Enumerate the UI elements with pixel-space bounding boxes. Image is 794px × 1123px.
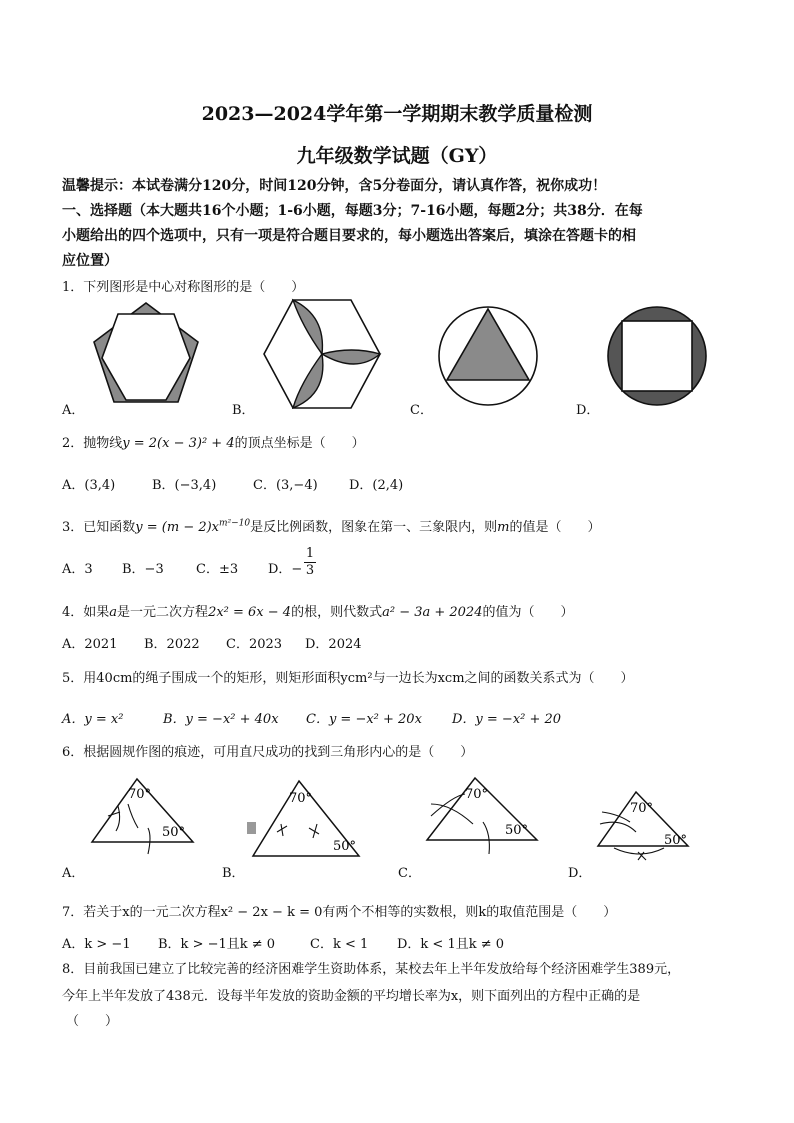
q1-figure-a <box>88 298 208 408</box>
q7-option-c: C．k < 1 <box>310 937 369 952</box>
q1-figure-b <box>262 298 382 410</box>
q3-stem-pre: 3．已知函数 <box>62 520 136 535</box>
q4-option-a: A．2021 <box>62 637 118 652</box>
q1-label-c: C． <box>410 403 433 418</box>
q3-fraction-num: 1 <box>305 546 315 561</box>
q4-option-b: B．2022 <box>144 637 200 652</box>
q6a-angle-top: 70° <box>128 787 152 802</box>
q6b-angle-top: 70° <box>289 791 313 806</box>
question-7-stem: 7．若关于x的一元二次方程x² − 2x − k = 0有两个不相等的实数根，则k的取值范围是（ ） <box>62 905 617 920</box>
q5-option-c: C．y = −x² + 20x <box>306 712 422 727</box>
q6d-angle-right: 50° <box>664 833 688 848</box>
q2-option-b: B．(−3,4) <box>152 478 217 493</box>
q2-option-c: C．(3,−4) <box>253 478 318 493</box>
question-6-stem: 6．根据圆规作图的痕迹，可用直尺成功的找到三角形内心的是（ ） <box>62 745 474 760</box>
q1-figure-d <box>605 304 709 408</box>
q3-exponent: m²−10 <box>219 518 251 529</box>
question-4-stem <box>62 601 574 620</box>
page-subtitle: 九年级数学试题（GY） <box>296 145 498 167</box>
section-heading-line3: 应位置） <box>62 253 118 269</box>
q6-figure-d <box>592 788 702 868</box>
q3-option-a: A．3 <box>62 562 93 577</box>
question-2-stem <box>62 432 365 451</box>
q2-formula: y = 2(x − 3)² + 4 <box>122 436 235 451</box>
q6-figure-b <box>247 778 367 858</box>
question-5-stem: 5．用40cm的绳子围成一个的矩形，则矩形面积ycm²与一边长为xcm之间的函数关系式为（ ） <box>62 671 634 686</box>
q2-option-d: D．(2,4) <box>349 478 404 493</box>
q6a-angle-right: 50° <box>162 825 186 840</box>
q4-expression: a² − 3a + 2024 <box>382 605 483 620</box>
q3-stem-end: 的值是（ ） <box>509 520 601 535</box>
q6-label-a: A． <box>62 866 85 881</box>
question-3-stem <box>62 516 601 535</box>
question-1-stem: 1．下列图形是中心对称图形的是（ ） <box>62 280 305 295</box>
q4-stem-post: 的值为（ ） <box>482 605 574 620</box>
q6-figure-a <box>90 776 200 856</box>
q3-fraction-den: 3 <box>305 563 315 578</box>
q6-label-b: B． <box>222 866 245 881</box>
q4-option-c: C．2023 <box>226 637 283 652</box>
q5-option-b: B．y = −x² + 40x <box>163 712 279 727</box>
question-8-line2: 今年上半年发放了438元．设每半年发放的资助金额的平均增长率为x，则下面列出的方程中正确的是 <box>62 989 641 1004</box>
q4-stem-mid: 是一元二次方程 <box>117 605 209 620</box>
q4-var-a: a <box>109 605 118 620</box>
page-title: 2023—2024学年第一学期期末教学质量检测 <box>201 103 593 125</box>
q6d-angle-top: 70° <box>630 801 654 816</box>
q2-option-a: A．(3,4) <box>62 478 116 493</box>
q1-label-d: D． <box>576 403 600 418</box>
q3-fraction <box>304 546 316 579</box>
q6-figure-c <box>425 774 545 854</box>
q3-option-c: C．±3 <box>196 562 239 577</box>
q4-equation: 2x² = 6x − 4 <box>208 605 292 620</box>
section-heading-line2: 小题给出的四个选项中，只有一项是符合题目要求的，每小题选出答案后，填涂在答题卡的相 <box>62 228 636 244</box>
q3-option-b: B．−3 <box>122 562 164 577</box>
notice: 温馨提示：本试卷满分120分，时间120分钟，含5分卷面分，请认真作答，祝你成功！ <box>62 178 607 194</box>
q4-option-d: D．2024 <box>305 637 362 652</box>
q1-figure-c <box>436 304 540 408</box>
q3-option-d: D．− <box>268 562 303 577</box>
q3-var: m <box>497 520 510 535</box>
question-8-line3: （ ） <box>66 1014 119 1029</box>
q6c-angle-top: 70° <box>465 787 489 802</box>
q3-stem-post: 是反比例函数，图象在第一、三象限内，则 <box>250 520 498 535</box>
q4-stem-pre: 4．如果 <box>62 605 110 620</box>
q5-option-d: D．y = −x² + 20 <box>452 712 562 727</box>
q4-stem-mid2: 的根，则代数式 <box>291 605 383 620</box>
q3-formula: y = (m − 2)x <box>135 520 220 535</box>
q6b-angle-right: 50° <box>333 839 357 854</box>
section-heading-line1: 一、选择题（本大题共16个小题；1-6小题，每题3分；7-16小题，每题2分；共38分．在每 <box>62 203 643 219</box>
q1-label-a: A． <box>62 403 85 418</box>
q2-stem-pre: 2．抛物线 <box>62 436 123 451</box>
q6c-angle-right: 50° <box>505 823 529 838</box>
q5-option-a: A．y = x² <box>62 712 124 727</box>
q6-label-c: C． <box>398 866 421 881</box>
q7-option-a: A．k > −1 <box>62 937 131 952</box>
q7-option-b: B．k > −1且k ≠ 0 <box>158 937 276 952</box>
q6-label-d: D． <box>568 866 592 881</box>
q7-option-d: D．k < 1且k ≠ 0 <box>397 937 505 952</box>
q1-label-b: B． <box>232 403 255 418</box>
q2-stem-post: 的顶点坐标是（ ） <box>234 436 365 451</box>
question-8-line1: 8．目前我国已建立了比较完善的经济困难学生资助体系，某校去年上半年发放给每个经济困难学生389元， <box>62 962 681 977</box>
